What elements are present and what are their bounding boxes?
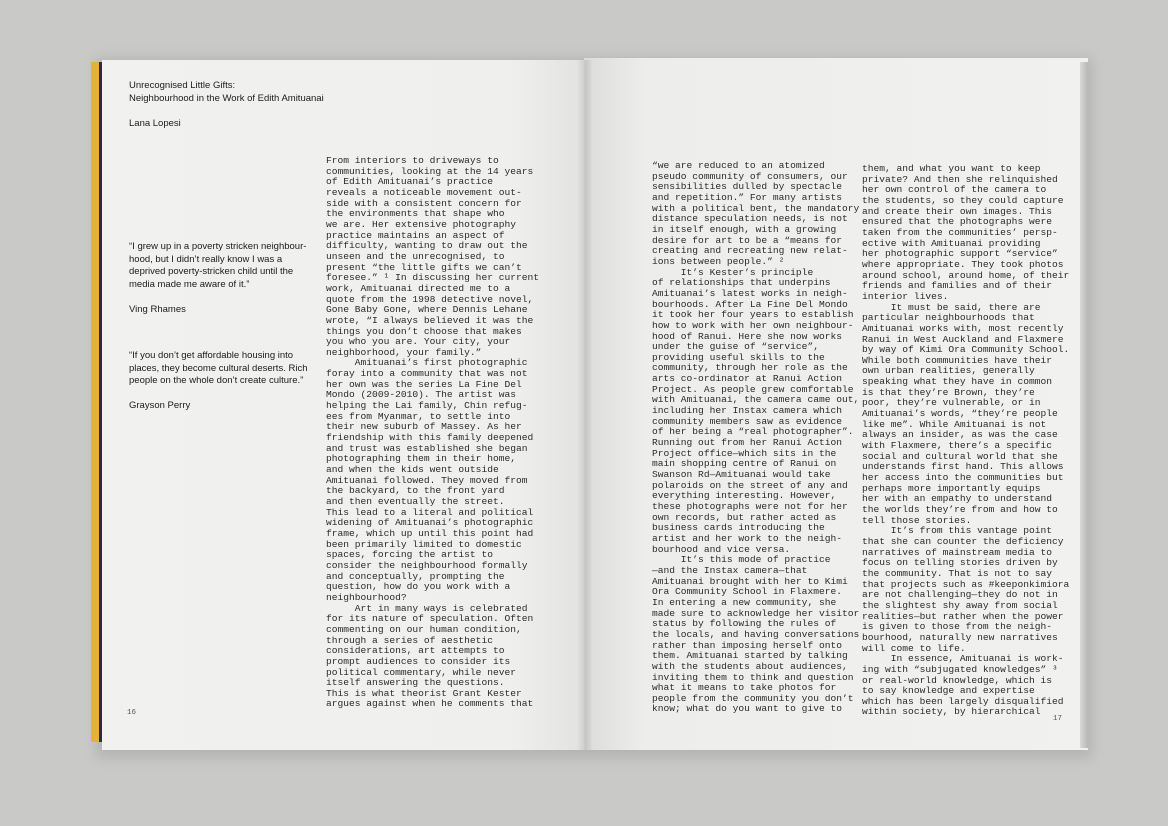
body-column-right-2: them, and what you want to keep private? And then she relinquished her own control of the camera to the students, so they could capture and create their own images. This ensured that the photographs were taken from the communities’ persp- ective with Amituanai providing her photographic support “service” where appropriate. They took photos around school, around home, of their friends and families and of their interior lives. It must be said, there are particular neighbourhoods that Amituanai works with, most recently Ranui in West Auckland and Flaxmere by way of Kimi Ora Community School. While both communities have their own urban realities, generally speaking what they have in common is that they’re Brown, they’re poor, they’re vulnerable, or in Amituanai’s words, “they’re people like me”. While Amituanai is not always an insider, as was the case with Flaxmere, there’s a specific social and cultural world that she understands first hand. This allows her access into the communities but perhaps more importantly equips her with an empathy to understand the worlds they’re from and how to tell those stories. It’s from this vantage point that she can counter the deficiency narratives of mainstream media to focus on telling stories driven by the community. That is not to say that projects such as #keeponkimiora are not challenging—they do not in the slightest shy away from social realities—but rather when the power is given to those from the neigh- bourhood, naturally new narratives will come to life. In essence, Amituanai is work- ing with “subjugated knowledges” ³ or real-world knowledge, which is to say knowledge and expertise which has been largely disqualified within society, by hierarchical bbox=[862, 163, 1070, 718]
book-spine-edge bbox=[99, 62, 102, 742]
article-title-line2: Neighbourhood in the Work of Edith Amituanai bbox=[129, 93, 324, 104]
article-title-line1: Unrecognised Little Gifts: bbox=[129, 80, 236, 91]
page-stack-edge bbox=[1080, 62, 1088, 748]
article-author: Lana Lopesi bbox=[129, 118, 181, 129]
article-title bbox=[129, 79, 399, 105]
epigraph-quote-1: “I grew up in a poverty stricken neighbour- hood, but I didn’t really know I was a deprived poverty-stricken child until the media made me aware of it.” bbox=[129, 241, 307, 290]
epigraph-attribution-1: Ving Rhames bbox=[129, 304, 186, 315]
body-column-right-1: “we are reduced to an atomized pseudo community of consumers, our sensibilities dulled by spectacle and repetition.” For many artists with a political bent, the mandatory distance speculation needs, is not in itself enough, with a growing desire for art to be a “means for creating and recreating new relat- ions between people.” ² It’s Kester’s principle of relationships that underpins Amituanai’s latest works in neigh- bourhoods. After La Fine Del Mondo it took her four years to establish how to work with her own neighbour- hood of Ranui. Here she now works under the guise of “service”, providing useful skills to the community, through her role as the arts co-ordinator at Ranui Action Project. As people grew comfortable with Amituanai, the camera came out, including her Instax camera which community members saw as evidence of her being a “real photographer”. Running out from her Ranui Action Project office—which sits in the main shopping centre of Ranui on Swanson Rd—Amituanai would take polaroids on the street of any and everything interesting. However, these photographs were not for her own records, but rather acted as business cards introducing the artist and her work to the neigh- bourhood and vice versa. It’s this mode of practice —and the Instax camera—that Amituanai brought with her to Kimi Ora Community School in Flaxmere. In entering a new community, she made sure to acknowledge her visitor status by following the rules of the locals, and having conversations rather than imposing herself onto them. Amituanai started by talking with the students about audiences, inviting them to think and question what it means to take photos for people from the community you don’t know; what do you want to give to bbox=[652, 160, 860, 715]
epigraph-quote-2: “If you don’t get affordable housing into places, they become cultural deserts. Rich people on the whole don’t create culture.” bbox=[129, 350, 308, 387]
page-number-left: 16 bbox=[127, 709, 137, 717]
epigraph-attribution-2: Grayson Perry bbox=[129, 400, 191, 411]
body-column-left-page: From interiors to driveways to communities, looking at the 14 years of Edith Amituanai’s practice reveals a noticeable movement out- side with a consistent concern for the environments that shape who we are. Her extensive photography practice maintains an aspect of difficulty, wanting to draw out the unseen and the unrecognised, to present “the little gifts we can’t foresee.” ¹ In discussing her current work, Amituanai directed me to a quote from the 1998 detective novel, Gone Baby Gone, where Dennis Lehane wrote, “I always believed it was the things you don’t choose that makes you who you are. Your city, your neighborhood, your family.” Amituanai’s first photographic foray into a community that was not her own was the series La Fine Del Mondo (2009-2010). The artist was helping the Lai family, Chin refug- ees from Myanmar, to settle into their new suburb of Massey. As her friendship with this family deepened and trust was established she began photographing them in their home, and when the kids went outside Amituanai followed. They moved from the backyard, to the front yard and then eventually the street. This lead to a literal and political widening of Amituanai’s photographic frame, which up until this point had been primarily limited to domestic spaces, forcing the artist to consider the neighbourhood formally and conceptually, prompting the question, how do you work with a neighbourhood? Art in many ways is celebrated for its nature of speculation. Often commenting on our human condition, through a series of aesthetic considerations, art attempts to prompt audiences to consider its political commentary, while never itself answering the questions. This is what theorist Grant Kester argues against when he comments that bbox=[326, 155, 540, 710]
page-number-right: 17 bbox=[1053, 715, 1063, 723]
book-gutter bbox=[577, 60, 593, 750]
